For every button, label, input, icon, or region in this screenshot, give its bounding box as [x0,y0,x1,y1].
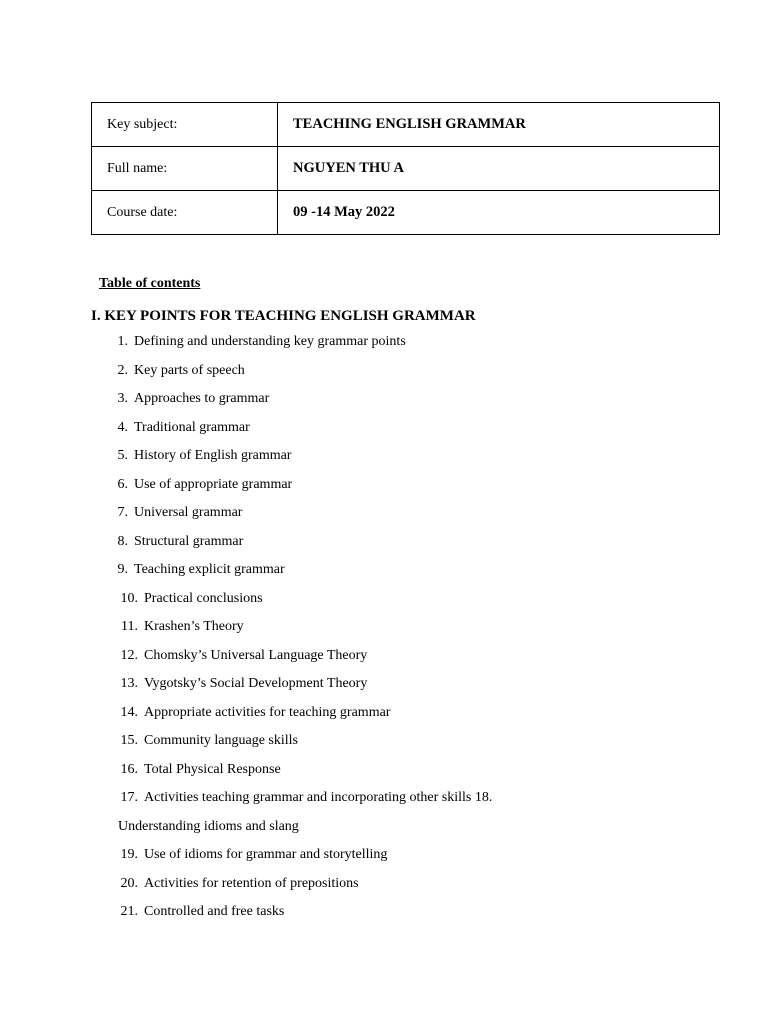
toc-item [117,788,492,808]
toc-item-number: 21. [120,904,138,919]
toc-item [117,503,242,523]
toc-item-text: Key parts of speech [134,362,245,378]
section-title: I. KEY POINTS FOR TEACHING ENGLISH GRAMMAR [91,308,476,324]
toc-item-text: Defining and understanding key grammar points [134,334,406,349]
toc-item-text: Traditional grammar [134,419,250,435]
info-row-key-subject [92,103,720,147]
toc-item [117,532,243,552]
toc-item-number: 15. [120,733,138,748]
toc-item [117,589,263,609]
toc-item-text: Understanding idioms and slang [118,818,299,834]
toc-item [117,361,245,381]
course-info-table [91,102,720,235]
toc-item-number: 11. [121,619,138,634]
toc-item [117,874,359,894]
toc-item-number: 20. [120,875,138,891]
toc-item-text: Vygotsky’s Social Development Theory [144,676,368,691]
toc-item-text: Activities teaching grammar and incorporating other skills 18. [144,790,493,805]
toc-item-text: Teaching explicit grammar [134,562,285,577]
toc-item [117,674,367,694]
toc-item [117,560,285,580]
toc-item-number: 9. [117,562,128,577]
toc-item-number: 3. [117,391,128,406]
toc-item [117,418,250,438]
toc-item-text: Universal grammar [134,505,243,520]
toc-item-number: 17. [120,790,138,805]
key-subject-value: TEACHING ENGLISH GRAMMAR [278,103,720,147]
toc-item [117,617,244,637]
toc-item-text: Controlled and free tasks [144,904,285,919]
toc-heading: Table of contents [99,276,201,291]
toc-item-text: Chomsky’s Universal Language Theory [144,647,368,663]
full-name-value: NGUYEN THU A [278,147,720,191]
toc-item-number: 14. [120,704,138,720]
info-row-full-name [92,147,720,191]
toc-item [117,446,291,466]
toc-item-text: Appropriate activities for teaching grammar [144,704,391,720]
toc-item-number: 19. [120,847,138,862]
toc-item-text: Community language skills [144,733,298,748]
toc-item [117,389,269,409]
toc-item [117,845,387,865]
toc-item-text: Activities for retention of prepositions [144,875,359,891]
toc-item-number: 7. [117,505,128,520]
toc-item-text: Use of appropriate grammar [134,476,293,492]
toc-item [118,817,299,837]
toc-item-text: Total Physical Response [144,761,281,777]
toc-item-number: 4. [117,419,128,435]
toc-item-text: History of English grammar [134,448,292,463]
toc-item-number: 6. [117,476,128,492]
toc-item-number: 5. [117,448,128,463]
key-subject-label: Key subject: [92,103,278,147]
toc-item-text: Practical conclusions [144,590,263,606]
full-name-label: Full name: [92,147,278,191]
toc-item [117,902,284,922]
toc-item [117,475,292,495]
toc-item-text: Approaches to grammar [134,391,270,406]
toc-item-number: 12. [120,647,138,663]
toc-item-number: 8. [117,533,128,549]
course-date-value: 09 -14 May 2022 [278,191,720,235]
toc-item [117,703,390,723]
info-row-course-date [92,191,720,235]
toc-item [117,332,406,352]
toc-item [117,731,298,751]
toc-item-text: Use of idioms for grammar and storytelling [144,847,388,862]
toc-item-number: 1. [117,334,128,349]
course-date-label: Course date: [92,191,278,235]
toc-item-number: 13. [120,676,138,691]
toc-item-number: 2. [117,362,128,378]
toc-item-number: 16. [120,761,138,777]
toc-item-text: Krashen’s Theory [144,619,244,634]
toc-item-text: Structural grammar [134,533,244,549]
toc-item [117,760,281,780]
toc-item [117,646,367,666]
toc-item-number: 10. [120,590,138,606]
